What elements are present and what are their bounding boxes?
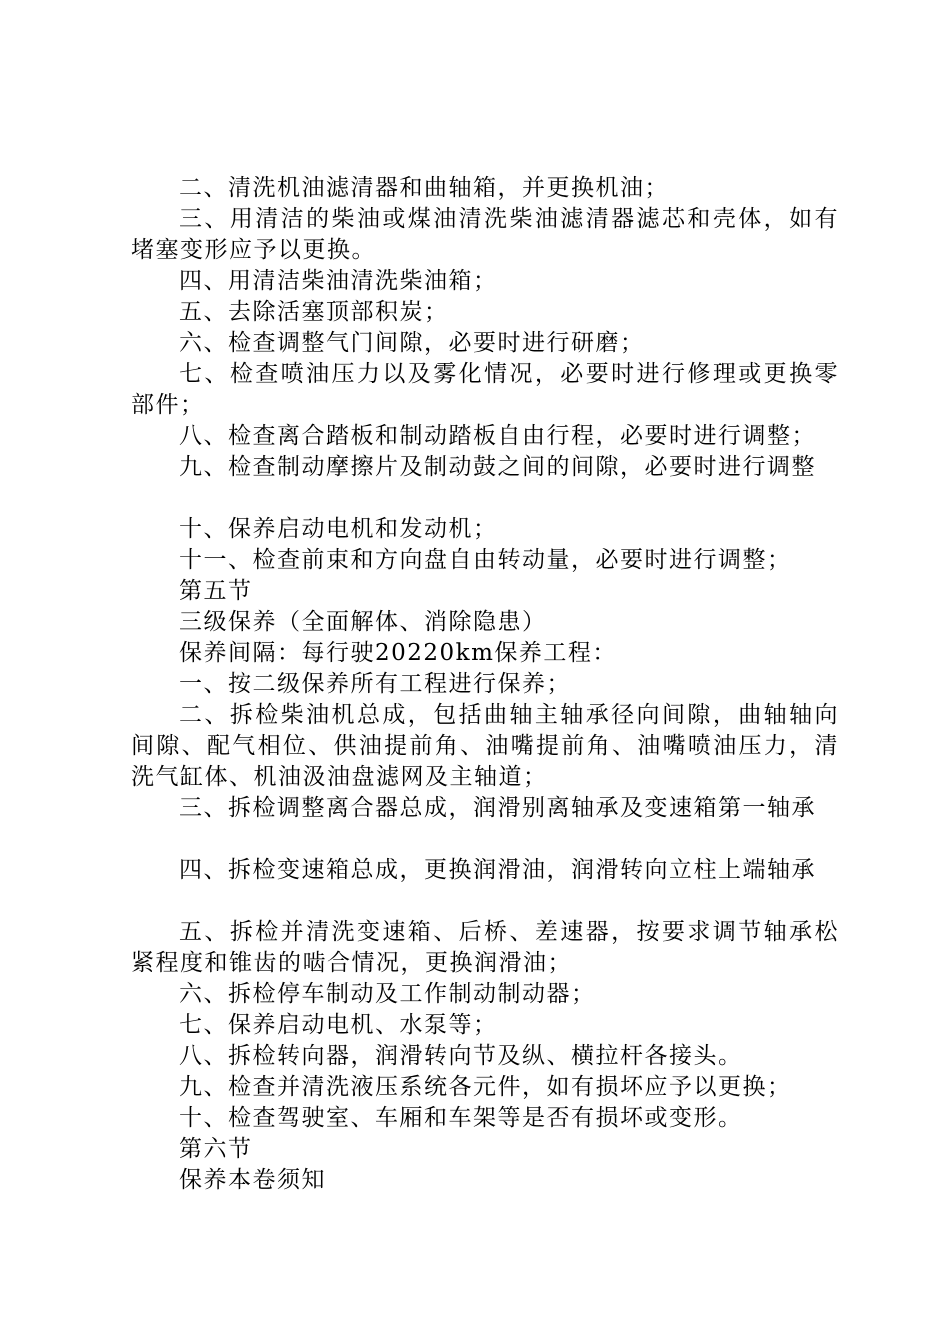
- paragraph-item-2: 二、清洗机油滤清器和曲轴箱，并更换机油；: [179, 175, 669, 201]
- blank-line: [131, 824, 839, 855]
- paragraph-item-4: 四、用清洁柴油清洗柴油箱；: [179, 268, 498, 294]
- blank-line: [131, 483, 839, 514]
- paragraph-item-9: 九、检查制动摩擦片及制动鼓之间的间隙，必要时进行调整: [179, 454, 816, 480]
- level3-item-3: 三、拆检调整离合器总成，润滑别离轴承及变速箱第一轴承: [179, 795, 816, 821]
- level3-item-8: 八、拆检转向器，润滑转向节及纵、横拉杆各接头。: [179, 1043, 743, 1069]
- paragraph-item-3: 三、用清洁的柴油或煤油清洗柴油滤清器滤芯和壳体，如有堵塞变形应予以更换。: [131, 206, 839, 263]
- level3-item-4: 四、拆检变速箱总成，更换润滑油，润滑转向立柱上端轴承: [179, 857, 816, 883]
- paragraph-item-5: 五、去除活塞顶部积炭；: [179, 299, 449, 325]
- section-heading-5: 第五节: [179, 578, 253, 604]
- section-subtitle: 三级保养（全面解体、消除隐患）: [179, 609, 547, 635]
- paragraph-item-6: 六、检查调整气门间隙，必要时进行研磨；: [179, 330, 645, 356]
- level3-item-6: 六、拆检停车制动及工作制动制动器；: [179, 981, 596, 1007]
- level3-item-7: 七、保养启动电机、水泵等；: [179, 1012, 498, 1038]
- notes-heading: 保养本卷须知: [179, 1167, 326, 1193]
- document-body: [131, 173, 839, 1196]
- paragraph-item-8: 八、检查离合踏板和制动踏板自由行程，必要时进行调整；: [179, 423, 816, 449]
- level3-item-1: 一、按二级保养所有工程进行保养；: [179, 671, 571, 697]
- blank-line: [131, 886, 839, 917]
- maintenance-interval: 保养间隔：每行驶20220km保养工程：: [179, 640, 617, 666]
- paragraph-item-7: 七、检查喷油压力以及雾化情况，必要时进行修理或更换零部件；: [131, 361, 839, 418]
- section-heading-6: 第六节: [179, 1136, 253, 1162]
- level3-item-10: 十、检查驾驶室、车厢和车架等是否有损坏或变形。: [179, 1105, 743, 1131]
- level3-item-9: 九、检查并清洗液压系统各元件，如有损坏应予以更换；: [179, 1074, 792, 1100]
- paragraph-item-11: 十一、检查前束和方向盘自由转动量，必要时进行调整；: [179, 547, 792, 573]
- level3-item-5: 五、拆检并清洗变速箱、后桥、差速器，按要求调节轴承松紧程度和锥齿的啮合情况，更换润滑油；: [131, 919, 839, 976]
- level3-item-2: 二、拆检柴油机总成，包括曲轴主轴承径向间隙，曲轴轴向间隙、配气相位、供油提前角、油嘴提前角、油嘴喷油压力，清洗气缸体、机油汲油盘滤网及主轴道；: [131, 702, 839, 790]
- paragraph-item-10: 十、保养启动电机和发动机；: [179, 516, 498, 542]
